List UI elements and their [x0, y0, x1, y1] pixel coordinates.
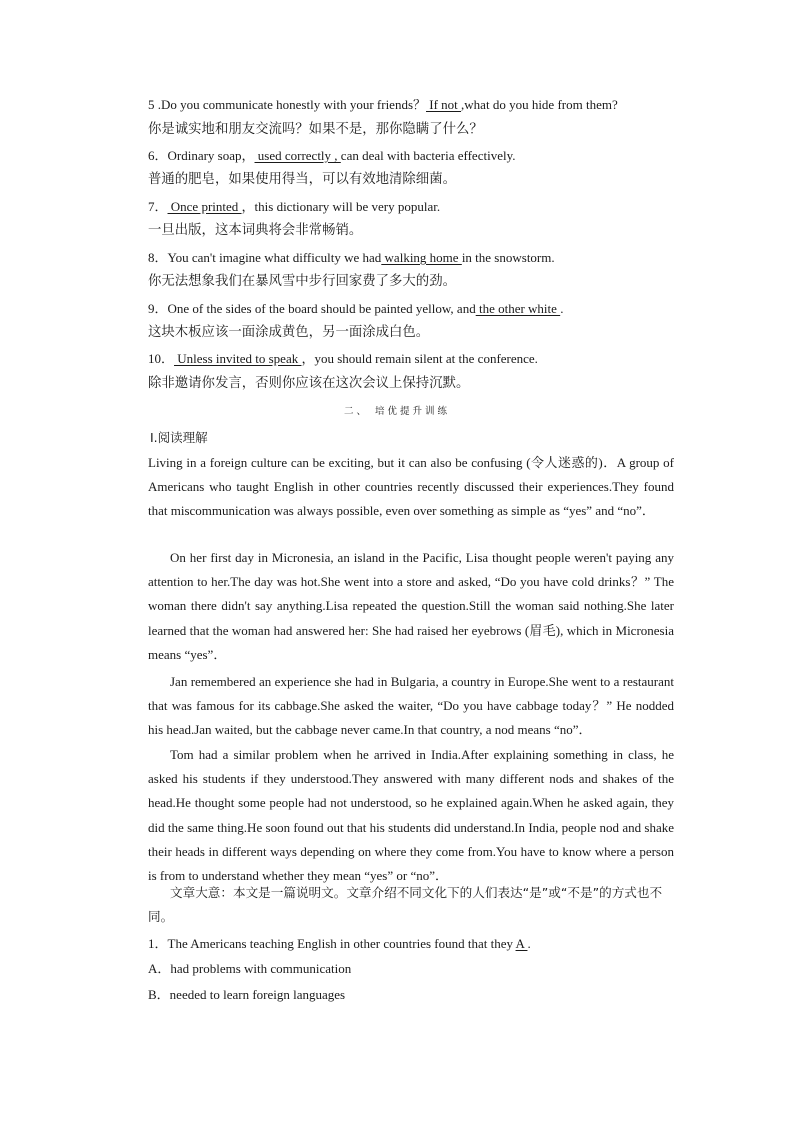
passage-paragraph-1	[148, 451, 674, 524]
item-10-answer: Unless invited to speak	[174, 351, 302, 366]
option-a: A．had problems with communication	[148, 961, 352, 976]
item-6-text-end: can deal with bacteria effectively.	[340, 148, 516, 163]
item-9-cn: 这块木板应该一面涂成黄色，另一面涂成白色。	[148, 325, 430, 340]
item-6-cn: 普通的肥皂，如果使用得当，可以有效地清除细菌。	[148, 172, 456, 187]
passage-paragraph-3	[148, 670, 674, 743]
item-5-en	[148, 96, 676, 114]
passage-paragraph-4	[148, 743, 674, 888]
item-7-en	[148, 198, 676, 216]
item-7-answer: Once printed	[167, 199, 242, 214]
item-10-cn: 除非邀请你发言，否则你应该在这次会议上保持沉默。	[148, 376, 470, 391]
passage-paragraph-3-text: Jan remembered an experience she had in Bulgaria, a country in Europe.She went to a restaurant that was famous for its cabbage.She asked the waiter, “Do you have cabbage today？” He nodded his head.Jan waited, but the cabbage never came.In that country, a nod means “no”．	[148, 674, 674, 738]
article-summary	[148, 881, 674, 929]
item-6-answer: used correctly ,	[254, 148, 341, 163]
passage-paragraph-2-text: On her first day in Micronesia, an island in the Pacific, Lisa thought people weren't paying any attention to her.The day was hot.She went into a store and asked, “Do you have cold drinks？” The woman there didn't say anything.Lisa repeated the question.Still the woman said nothing.She later learned that the woman had answered her: She had raised her eyebrows (眉毛), which in Micronesia means “yes”．	[148, 550, 674, 662]
item-10-text-end: ，you should remain silent at the conference.	[301, 351, 538, 366]
item-5-text-end: ,what do you hide from them?	[461, 97, 618, 112]
item-8-answer: walking home	[381, 250, 462, 265]
item-5-text: 5 .Do you communicate honestly with your friends？	[148, 97, 427, 112]
passage-paragraph-2	[148, 546, 674, 667]
item-8-text: 8．You can't imagine what difficulty we had	[148, 250, 382, 265]
question-1-text-end: .	[527, 936, 531, 951]
item-9-en	[148, 300, 676, 318]
item-8-cn: 你无法想象我们在暴风雪中步行回家费了多大的劲。	[148, 274, 456, 289]
article-summary-text: 文章大意：本文是一篇说明文。文章介绍不同文化下的人们表达“是”或“不是”的方式也不同。	[148, 885, 663, 924]
item-5-answer: If not	[426, 97, 462, 112]
item-6-text: 6．Ordinary soap，	[148, 148, 255, 163]
item-10-text: 10．	[148, 351, 175, 366]
item-9-text: 9．One of the sides of the board should be painted yellow, and	[148, 301, 476, 316]
item-10-en	[148, 350, 676, 368]
item-5-cn: 你是诚实地和朋友交流吗？如果不是，那你隐瞒了什么？	[148, 122, 483, 137]
passage-paragraph-1-text: Living in a foreign culture can be exciting, but it can also be confusing (令人迷惑的)．A group of Americans who taught English in other countries recently discussed their experiences.They found that miscommunication was always possible, even over something as simple as “yes” and “no”．	[148, 455, 674, 519]
passage-paragraph-4-text: Tom had a similar problem when he arrived in India.After explaining something in class, he asked his students if they understood.They answered with many different nods and shakes of the head.He thought some people had not understood, so he explained again.When he asked again, they did the same thing.He soon found out that his students did understand.In India, people nod and shake their heads in different ways depending on where they come from.You have to know where a person is from to understand whether they mean “yes” or “no”．	[148, 747, 674, 884]
question-1-text: 1．The Americans teaching English in other countries found that they	[148, 936, 516, 951]
item-9-text-end: .	[560, 301, 564, 316]
section-title: 二、 培优提升训练	[343, 406, 451, 417]
item-9-answer: the other white	[475, 301, 561, 316]
item-7-cn: 一旦出版，这本词典将会非常畅销。	[148, 223, 363, 238]
item-8-en	[148, 249, 676, 267]
item-6-en	[148, 147, 676, 165]
option-b: B．needed to learn foreign languages	[148, 987, 346, 1002]
question-1-answer: A	[515, 936, 528, 951]
subsection-title: Ⅰ.阅读理解	[150, 430, 208, 445]
question-1	[148, 935, 676, 953]
item-8-text-end: in the snowstorm.	[461, 250, 555, 265]
item-7-text-end: ，this dictionary will be very popular.	[241, 199, 441, 214]
item-7-text: 7．	[148, 199, 168, 214]
